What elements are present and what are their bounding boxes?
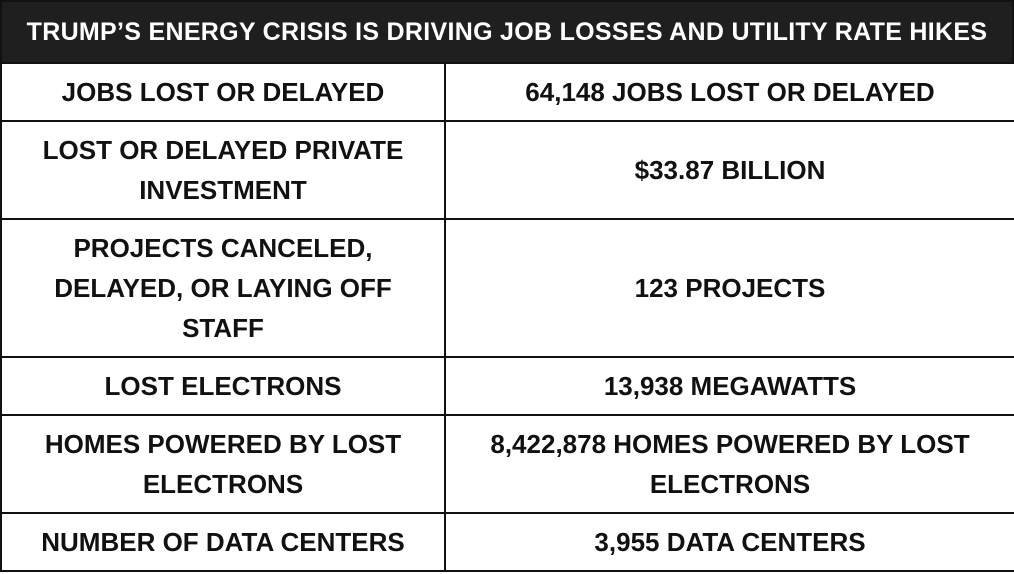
row-label: NUMBER OF DATA CENTERS [1, 513, 445, 571]
energy-crisis-table [0, 62, 1014, 572]
row-value: 13,938 MEGAWATTS [445, 357, 1014, 415]
row-label: PROJECTS CANCELED, DELAYED, OR LAYING OFF STAFF [1, 219, 445, 357]
row-label: LOST OR DELAYED PRIVATE INVESTMENT [1, 121, 445, 219]
row-label: HOMES POWERED BY LOST ELECTRONS [1, 415, 445, 513]
table-title: TRUMP’S ENERGY CRISIS IS DRIVING JOB LOSSES AND UTILITY RATE HIKES [0, 0, 1014, 62]
row-label: JOBS LOST OR DELAYED [1, 63, 445, 121]
row-value: 3,955 DATA CENTERS [445, 513, 1014, 571]
row-value: 64,148 JOBS LOST OR DELAYED [445, 63, 1014, 121]
row-value: 8,422,878 HOMES POWERED BY LOST ELECTRONS [445, 415, 1014, 513]
table-row [1, 63, 1014, 121]
table-row [1, 513, 1014, 571]
row-value: 123 PROJECTS [445, 219, 1014, 357]
row-value: $33.87 BILLION [445, 121, 1014, 219]
row-label: LOST ELECTRONS [1, 357, 445, 415]
table-row [1, 121, 1014, 219]
table-row [1, 415, 1014, 513]
table-row [1, 219, 1014, 357]
table-row [1, 357, 1014, 415]
